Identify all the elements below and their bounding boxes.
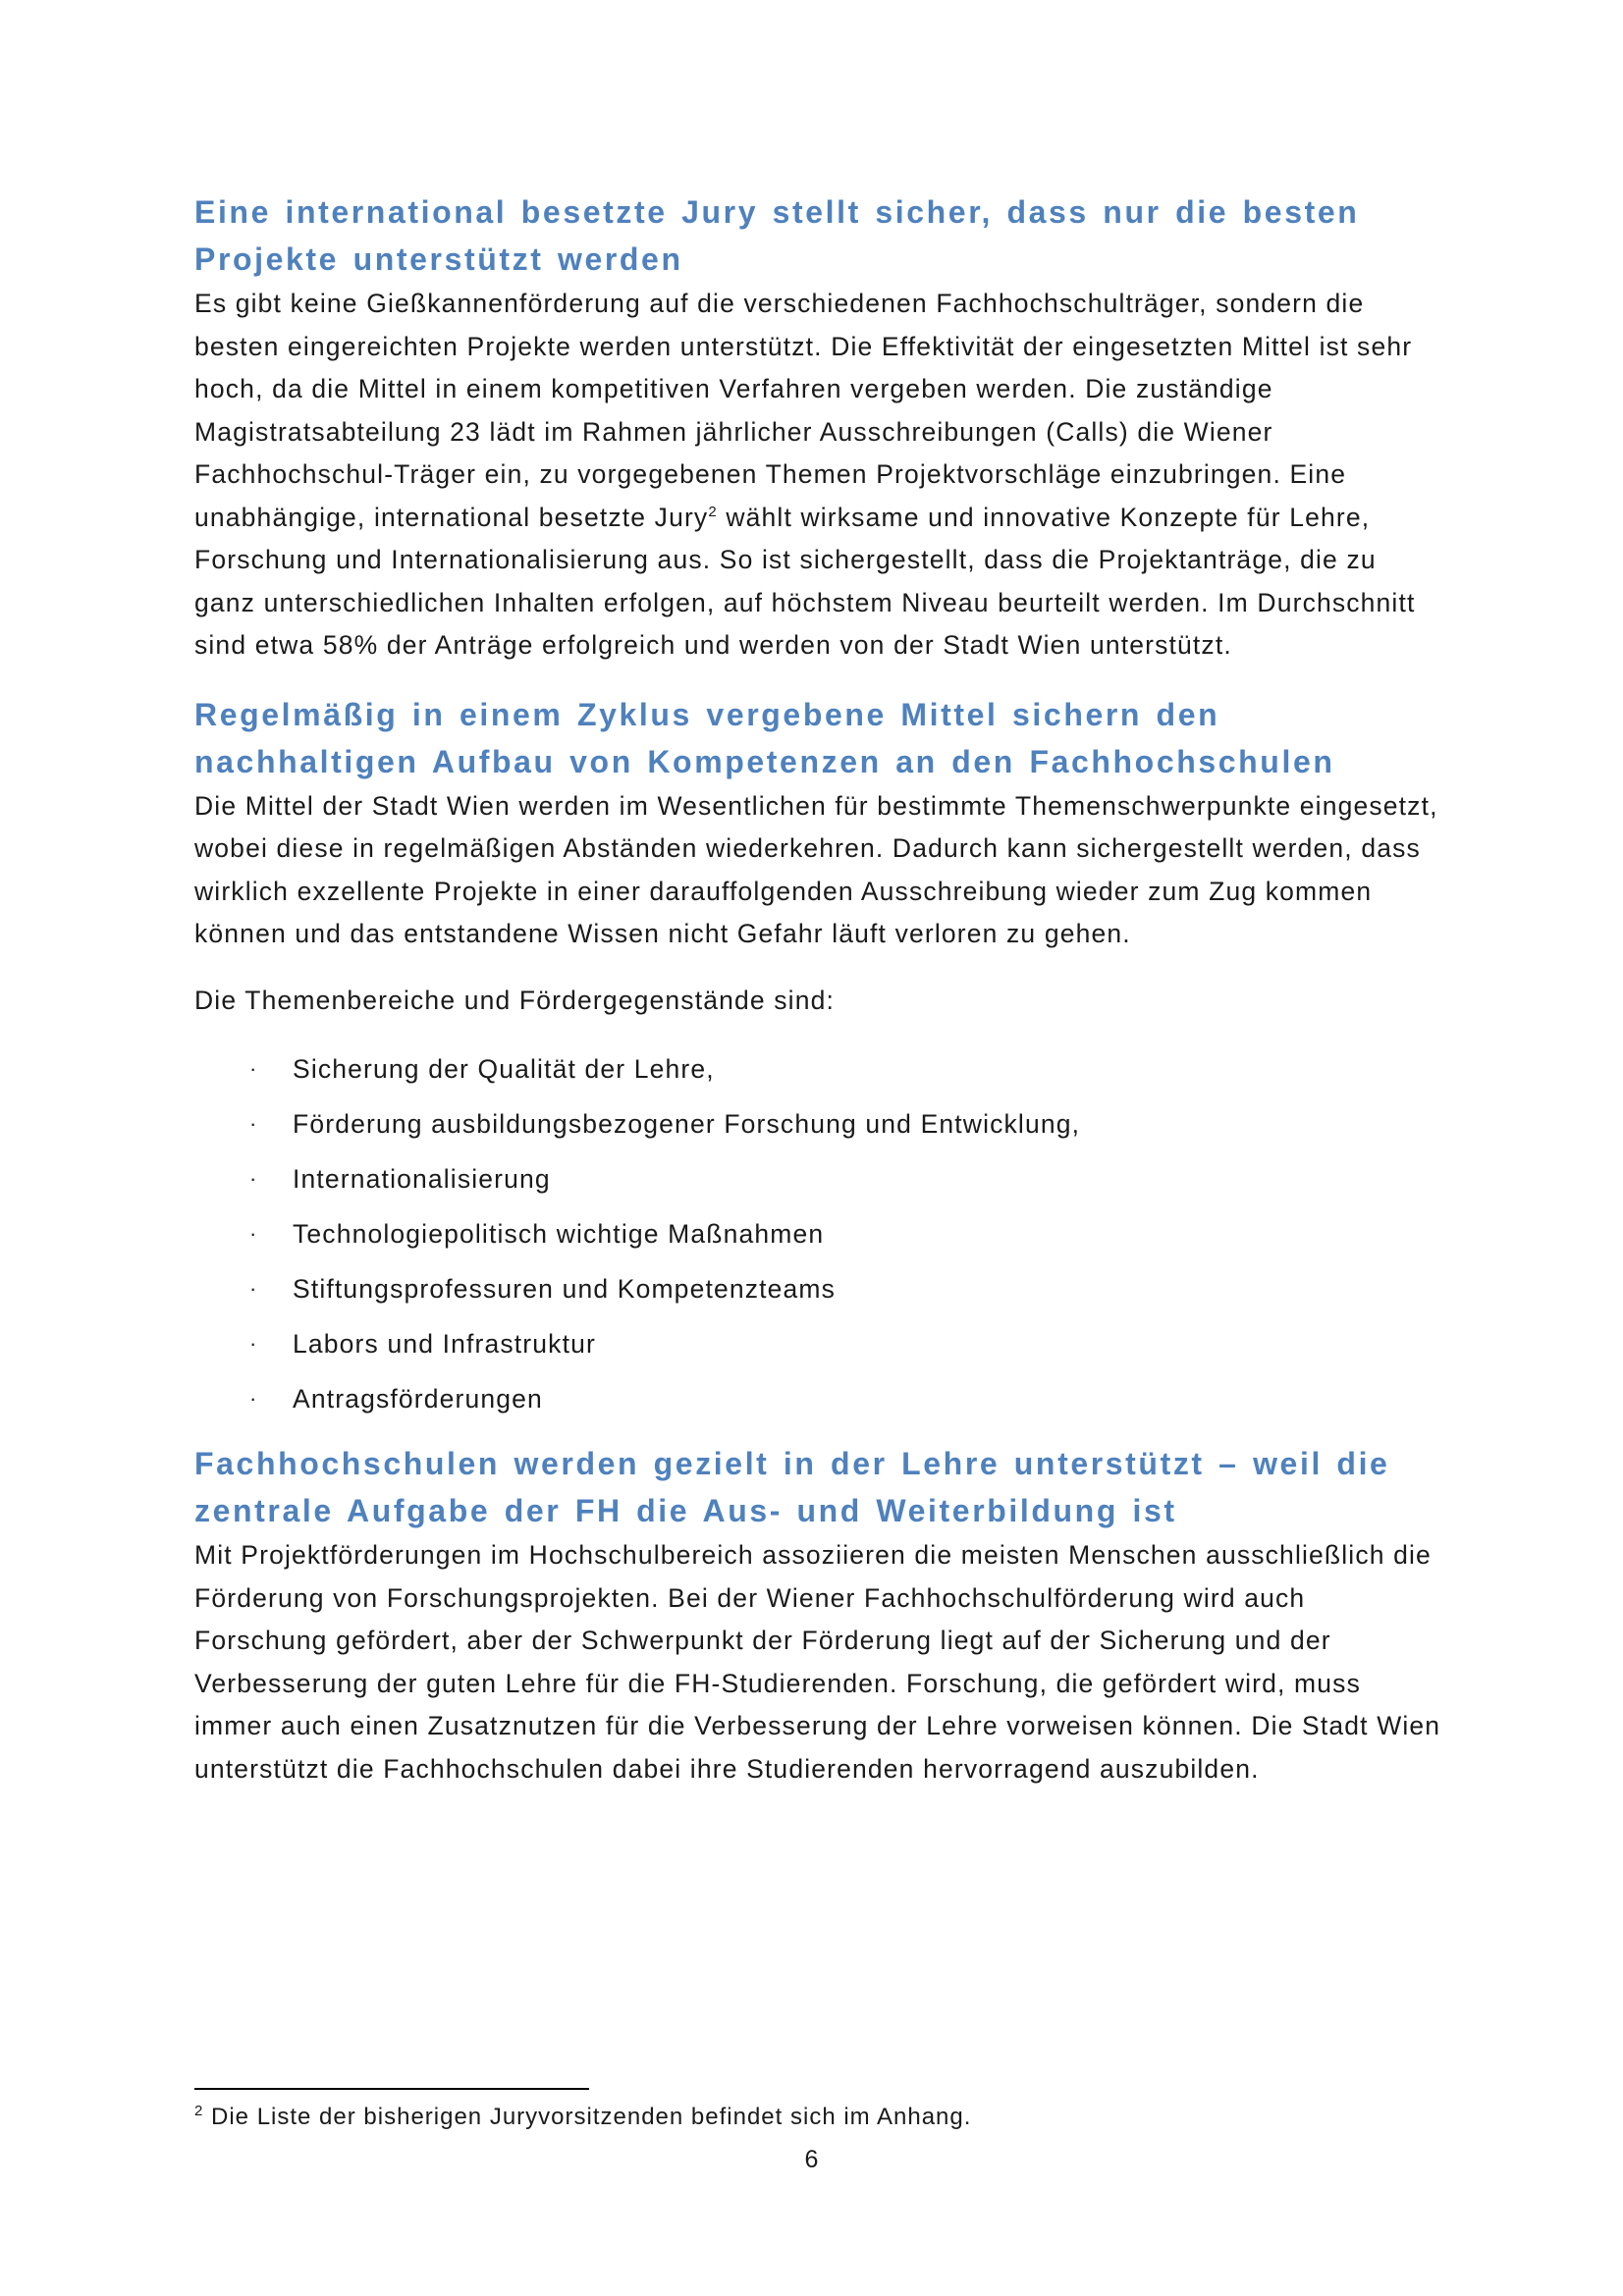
footnote-reference[interactable]: 2 bbox=[708, 503, 718, 520]
section-body-jury bbox=[194, 283, 1441, 667]
list-item bbox=[194, 1041, 1441, 1096]
footnote-separator bbox=[194, 2088, 589, 2090]
section-cycle bbox=[194, 691, 1441, 1427]
body-text-part-2: wählt wirksame und innovative Konzepte für Lehre, Forschung und Internationalisierung aus. So ist sichergestellt, dass die Projektanträge, die zu ganz unterschiedlichen Inhalten erfolgen, auf höchstem Niveau beurteilt werden. Im Durchschnitt sind etwa 58% der Anträge erfolgreich und werden von der Stadt Wien unterstützt. bbox=[194, 502, 1416, 660]
list-item bbox=[194, 1371, 1441, 1426]
bullet-icon: · bbox=[249, 1111, 258, 1136]
list-item-text: Förderung ausbildungsbezogener Forschung und Entwicklung, bbox=[293, 1109, 1081, 1139]
section-jury bbox=[194, 188, 1441, 667]
topics-list bbox=[194, 1041, 1441, 1426]
bullet-icon: · bbox=[249, 1386, 258, 1411]
list-item-text: Internationalisierung bbox=[293, 1164, 551, 1194]
section-heading-cycle: Regelmäßig in einem Zyklus vergebene Mittel sichern den nachhaltigen Aufbau von Kompetenzen an den Fachhochschulen bbox=[194, 696, 1335, 779]
bullet-icon: · bbox=[249, 1166, 258, 1191]
section-heading-jury: Eine international besetzte Jury stellt sicher, dass nur die besten Projekte unterstützt werden bbox=[194, 194, 1360, 277]
list-item-text: Labors und Infrastruktur bbox=[293, 1329, 596, 1359]
footnote bbox=[194, 2101, 971, 2134]
list-item bbox=[194, 1261, 1441, 1316]
bullet-icon: · bbox=[249, 1221, 258, 1246]
section-heading-teaching: Fachhochschulen werden gezielt in der Lehre unterstützt – weil die zentrale Aufgabe der FH die Aus- und Weiterbildung ist bbox=[194, 1446, 1390, 1528]
bullet-icon: · bbox=[249, 1276, 258, 1301]
list-item bbox=[194, 1206, 1441, 1261]
section-body-cycle: Die Mittel der Stadt Wien werden im Wesentlichen für bestimmte Themenschwerpunkte eingesetzt, wobei diese in regelmäßigen Abständen wiederkehren. Dadurch kann sichergestellt werden, dass wirklich exzellente Projekte in einer darauffolgenden Ausschreibung wieder zum Zug kommen können und das entstandene Wissen nicht Gefahr läuft verloren zu gehen. bbox=[194, 790, 1438, 948]
list-item-text: Sicherung der Qualität der Lehre, bbox=[293, 1054, 715, 1084]
footnote-text: Die Liste der bisherigen Juryvorsitzenden befindet sich im Anhang. bbox=[203, 2104, 972, 2130]
list-item bbox=[194, 1316, 1441, 1371]
bullet-icon: · bbox=[249, 1056, 258, 1081]
document-page bbox=[194, 188, 1441, 1790]
list-item-text: Stiftungsprofessuren und Kompetenzteams bbox=[293, 1274, 837, 1304]
bullet-icon: · bbox=[249, 1331, 258, 1356]
list-item bbox=[194, 1151, 1441, 1206]
topics-intro: Die Themenbereiche und Fördergegenstände sind: bbox=[194, 985, 835, 1015]
body-text-part-1: Es gibt keine Gießkannenförderung auf die verschiedenen Fachhochschulträger, sondern die besten eingereichten Projekte werden unterstützt. Die Effektivität der eingesetzten Mittel ist sehr hoch, da die Mittel in einem kompetitiven Verfahren vergeben werden. Die zuständige Magistratsabteilung 23 lädt im Rahmen jährlicher Ausschreibungen (Calls) die Wiener Fachhochschul-Träger ein, zu vorgegebenen Themen Projektvorschläge einzubringen. Eine unabhängige, international besetzte Jury bbox=[194, 289, 1413, 532]
list-item-text: Antragsförderungen bbox=[293, 1384, 543, 1414]
list-item bbox=[194, 1096, 1441, 1151]
section-teaching bbox=[194, 1440, 1441, 1790]
list-item-text: Technologiepolitisch wichtige Maßnahmen bbox=[293, 1219, 825, 1249]
section-body-teaching: Mit Projektförderungen im Hochschulbereich assoziieren die meisten Menschen ausschließlich die Förderung von Forschungsprojekten. Bei der Wiener Fachhochschulförderung wird auch Forschung gefördert, aber der Schwerpunkt der Förderung liegt auf der Sicherung und der Verbesserung der guten Lehre für die FH-Studierenden. Forschung, die gefördert wird, muss immer auch einen Zusatznutzen für die Verbesserung der Lehre vorweisen können. Die Stadt Wien unterstützt die Fachhochschulen dabei ihre Studierenden hervorragend auszubilden. bbox=[194, 1540, 1441, 1784]
page-number: 6 bbox=[804, 2146, 819, 2173]
footnote-number: 2 bbox=[194, 2103, 204, 2119]
